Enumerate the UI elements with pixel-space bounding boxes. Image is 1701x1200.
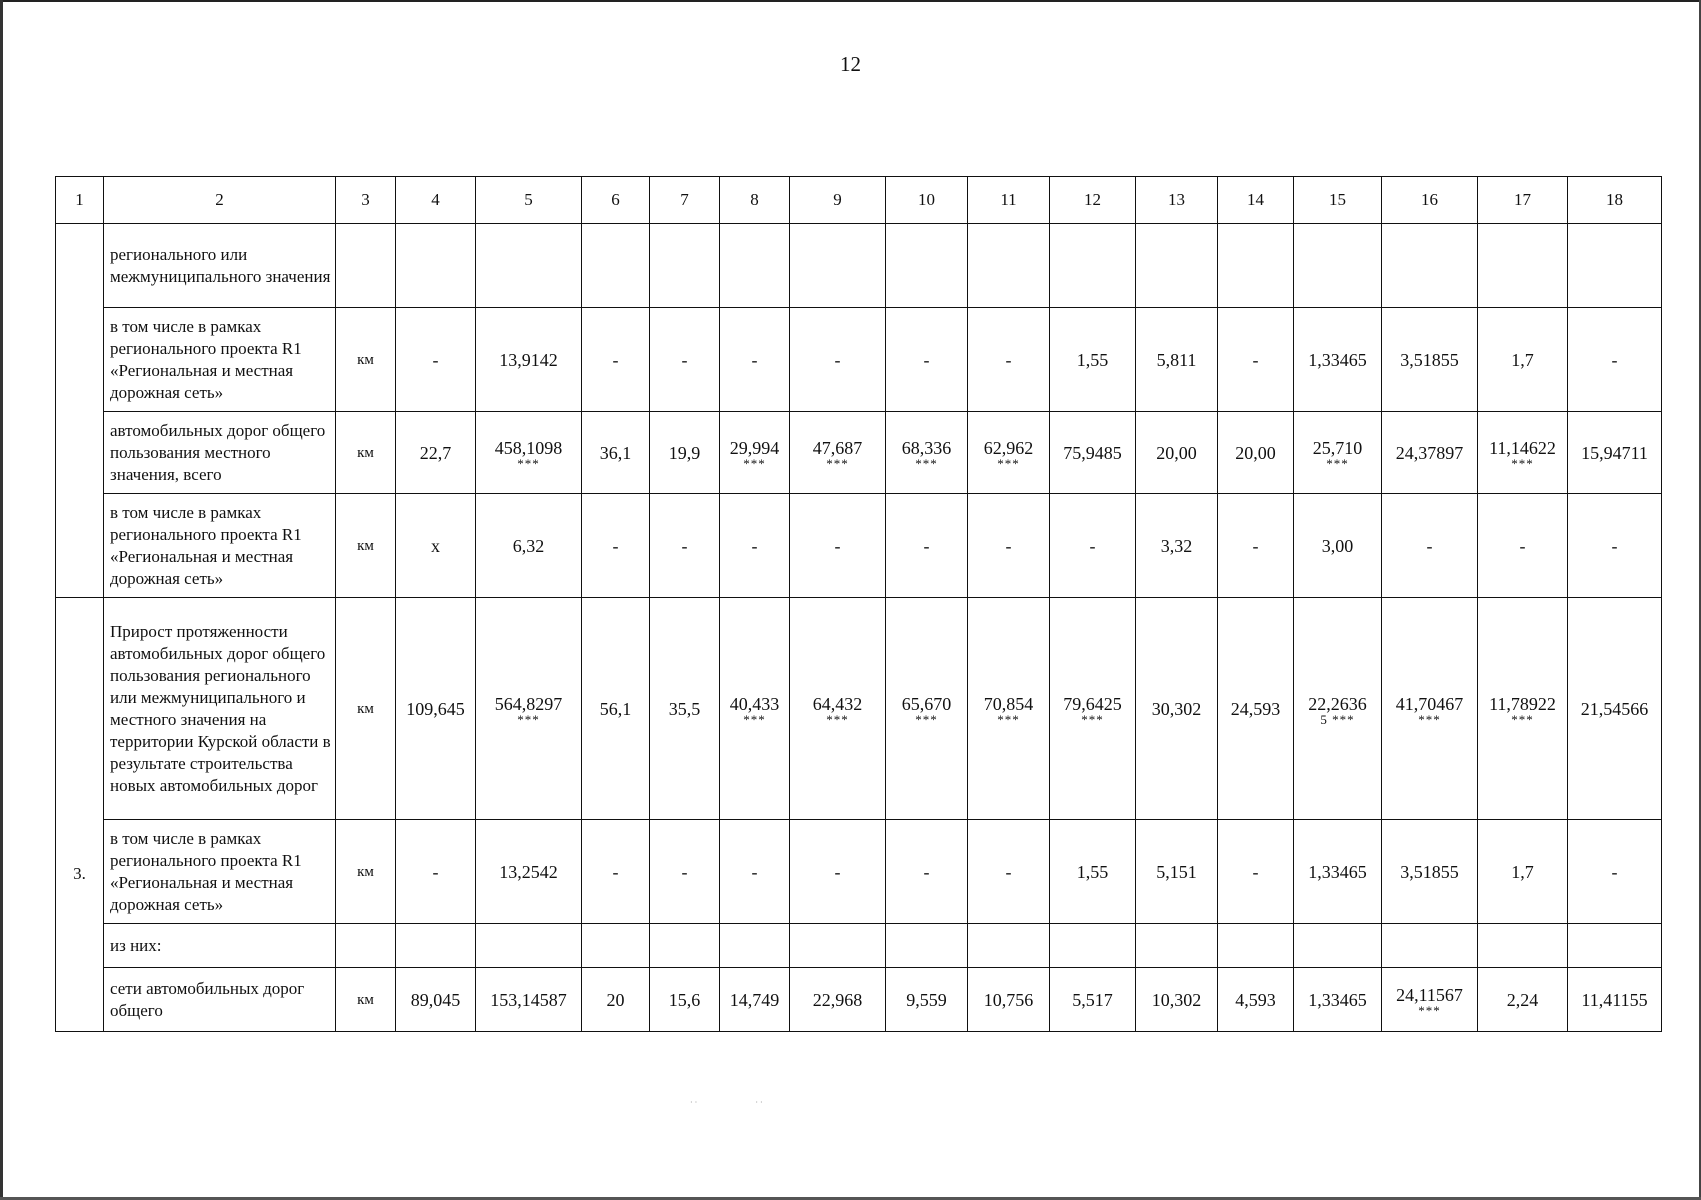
value-cell: 20,00	[1136, 412, 1218, 494]
header-cell: 14	[1218, 177, 1294, 224]
value-cell: -	[650, 820, 720, 924]
value-cell	[886, 224, 968, 308]
value-cell: 21,54566	[1568, 598, 1662, 820]
footnote-mark: ***	[915, 455, 938, 471]
row-description: Прирост протяженности автомобильных дорог общего пользования регионального или межмуниципального и местного значения на территории Курской области в результате строительства новых автомобильных дорог	[104, 598, 336, 820]
value-cell	[790, 224, 886, 308]
value-cell: -	[968, 308, 1050, 412]
footnote-mark: ***	[743, 711, 766, 727]
table-row	[56, 598, 1662, 820]
table-row	[56, 308, 1662, 412]
value-cell: 2,24	[1478, 968, 1568, 1032]
value-cell	[1382, 924, 1478, 968]
footnote-mark: ***	[1326, 455, 1349, 471]
footnote-mark: ***	[1511, 711, 1534, 727]
footnote-mark: ***	[997, 711, 1020, 727]
value-text: 29,994	[729, 437, 780, 458]
value-cell: 4,593	[1218, 968, 1294, 1032]
value-cell	[1294, 412, 1382, 494]
value-cell: 1,55	[1050, 820, 1136, 924]
unit-cell: км	[336, 598, 396, 820]
value-cell	[1478, 598, 1568, 820]
table-row	[56, 924, 1662, 968]
data-table	[55, 176, 1662, 1032]
value-cell	[1218, 924, 1294, 968]
value-text: 68,336	[901, 437, 952, 458]
footnote-mark: ***	[743, 455, 766, 471]
value-cell: -	[1218, 308, 1294, 412]
value-text: 40,433	[729, 693, 780, 714]
row-description: в том числе в рамках регионального проекта R1 «Региональная и местная дорожная сеть»	[104, 494, 336, 598]
header-cell: 2	[104, 177, 336, 224]
value-text: 25,710	[1312, 437, 1363, 458]
value-cell: 3,00	[1294, 494, 1382, 598]
value-cell: 14,749	[720, 968, 790, 1032]
value-cell	[1050, 924, 1136, 968]
header-cell: 10	[886, 177, 968, 224]
value-cell: -	[886, 308, 968, 412]
table-row	[56, 820, 1662, 924]
footnote-mark: ***	[1418, 711, 1441, 727]
value-cell	[1136, 924, 1218, 968]
value-cell: 22,7	[396, 412, 476, 494]
value-cell: -	[1568, 494, 1662, 598]
scan-artifact: · · · ·	[690, 1098, 763, 1107]
table-row	[56, 494, 1662, 598]
unit-cell: км	[336, 494, 396, 598]
value-cell	[1568, 224, 1662, 308]
footnote-mark: ***	[915, 711, 938, 727]
item-number-cell: 3.	[56, 598, 104, 1032]
value-cell	[1382, 968, 1478, 1032]
unit-cell: км	[336, 412, 396, 494]
value-cell: 10,302	[1136, 968, 1218, 1032]
value-cell	[1218, 224, 1294, 308]
value-cell: х	[396, 494, 476, 598]
header-cell: 3	[336, 177, 396, 224]
table-row	[56, 224, 1662, 308]
value-cell: -	[790, 494, 886, 598]
value-cell	[720, 224, 790, 308]
footnote-mark: ***	[1081, 711, 1104, 727]
value-cell: 36,1	[582, 412, 650, 494]
value-cell: 20,00	[1218, 412, 1294, 494]
value-cell: 1,7	[1478, 308, 1568, 412]
value-cell: 89,045	[396, 968, 476, 1032]
value-cell: -	[720, 494, 790, 598]
footnote-mark: ***	[826, 711, 849, 727]
value-cell: 22,968	[790, 968, 886, 1032]
header-cell: 16	[1382, 177, 1478, 224]
unit-cell: км	[336, 820, 396, 924]
value-cell: -	[790, 308, 886, 412]
value-cell: 1,55	[1050, 308, 1136, 412]
item-number-cell	[56, 224, 104, 598]
value-cell	[1568, 924, 1662, 968]
value-cell	[650, 224, 720, 308]
footnote-mark: 5 ***	[1320, 711, 1355, 727]
value-text: 79,6425	[1063, 693, 1122, 714]
value-cell	[582, 924, 650, 968]
value-cell	[1294, 598, 1382, 820]
value-cell	[968, 412, 1050, 494]
value-cell	[968, 598, 1050, 820]
value-cell: -	[790, 820, 886, 924]
value-cell: 5,151	[1136, 820, 1218, 924]
value-cell: 19,9	[650, 412, 720, 494]
page-number: 12	[840, 52, 861, 76]
value-cell	[790, 412, 886, 494]
value-cell: 3,51855	[1382, 820, 1478, 924]
value-text: 64,432	[812, 693, 863, 714]
value-cell	[968, 224, 1050, 308]
scan-edge-left	[0, 0, 3, 1200]
value-cell: -	[720, 820, 790, 924]
row-description: автомобильных дорог общего пользования местного значения, всего	[104, 412, 336, 494]
value-cell	[886, 412, 968, 494]
value-cell: -	[720, 308, 790, 412]
value-text: 564,8297	[494, 693, 563, 714]
table-row	[56, 968, 1662, 1032]
value-cell: 24,37897	[1382, 412, 1478, 494]
header-cell: 9	[790, 177, 886, 224]
value-cell: 3,32	[1136, 494, 1218, 598]
value-cell: -	[650, 494, 720, 598]
value-cell: 13,2542	[476, 820, 582, 924]
value-cell	[476, 598, 582, 820]
value-cell	[1382, 224, 1478, 308]
value-cell: 11,41155	[1568, 968, 1662, 1032]
value-cell: -	[582, 308, 650, 412]
value-cell: 1,7	[1478, 820, 1568, 924]
unit-cell: км	[336, 308, 396, 412]
value-text: 47,687	[812, 437, 863, 458]
header-cell: 15	[1294, 177, 1382, 224]
value-cell	[396, 224, 476, 308]
scan-edge-top	[0, 0, 1701, 2]
value-cell	[1294, 224, 1382, 308]
value-cell: -	[1478, 494, 1568, 598]
row-description: в том числе в рамках регионального проекта R1 «Региональная и местная дорожная сеть»	[104, 308, 336, 412]
value-cell: -	[396, 308, 476, 412]
value-text: 70,854	[983, 693, 1034, 714]
header-row	[56, 177, 1662, 224]
value-cell	[1478, 224, 1568, 308]
value-cell	[968, 924, 1050, 968]
footnote-mark: ***	[826, 455, 849, 471]
footnote-mark: ***	[1418, 1002, 1441, 1018]
value-cell: 30,302	[1136, 598, 1218, 820]
footnote-mark: ***	[517, 711, 540, 727]
value-cell	[720, 598, 790, 820]
unit-cell	[336, 224, 396, 308]
header-cell: 7	[650, 177, 720, 224]
row-description: из них:	[104, 924, 336, 968]
value-cell	[886, 598, 968, 820]
value-cell: -	[968, 820, 1050, 924]
header-cell: 4	[396, 177, 476, 224]
value-cell	[1050, 224, 1136, 308]
value-text: 458,1098	[494, 437, 563, 458]
header-cell: 17	[1478, 177, 1568, 224]
value-cell	[790, 924, 886, 968]
footnote-mark: ***	[1511, 455, 1534, 471]
value-cell: -	[582, 820, 650, 924]
value-cell: 1,33465	[1294, 820, 1382, 924]
value-cell: 153,14587	[476, 968, 582, 1032]
value-text: 41,70467	[1395, 693, 1464, 714]
value-cell: 109,645	[396, 598, 476, 820]
value-cell: 75,9485	[1050, 412, 1136, 494]
value-cell: 10,756	[968, 968, 1050, 1032]
value-cell	[582, 224, 650, 308]
value-cell: -	[886, 494, 968, 598]
value-cell: 15,94711	[1568, 412, 1662, 494]
value-cell: -	[396, 820, 476, 924]
value-text: 22,2636	[1308, 693, 1367, 714]
value-cell: -	[582, 494, 650, 598]
value-cell: -	[1568, 820, 1662, 924]
value-cell: 15,6	[650, 968, 720, 1032]
value-cell	[396, 924, 476, 968]
value-cell	[1382, 598, 1478, 820]
header-cell: 18	[1568, 177, 1662, 224]
value-cell	[886, 924, 968, 968]
value-cell: 1,33465	[1294, 308, 1382, 412]
unit-cell: км	[336, 968, 396, 1032]
table-body	[56, 177, 1662, 1032]
value-cell: 20	[582, 968, 650, 1032]
value-cell	[1050, 598, 1136, 820]
value-cell: 6,32	[476, 494, 582, 598]
value-cell: -	[968, 494, 1050, 598]
header-cell: 11	[968, 177, 1050, 224]
value-cell: 5,811	[1136, 308, 1218, 412]
value-cell: 1,33465	[1294, 968, 1382, 1032]
value-cell: 13,9142	[476, 308, 582, 412]
row-description: сети автомобильных дорог общего	[104, 968, 336, 1032]
value-cell	[1294, 924, 1382, 968]
value-cell	[720, 412, 790, 494]
value-text: 11,14622	[1489, 437, 1556, 458]
header-cell: 12	[1050, 177, 1136, 224]
table-row	[56, 412, 1662, 494]
value-cell	[650, 924, 720, 968]
value-cell: -	[1050, 494, 1136, 598]
value-cell: -	[1568, 308, 1662, 412]
value-cell: -	[1218, 820, 1294, 924]
header-cell: 1	[56, 177, 104, 224]
footnote-mark: ***	[997, 455, 1020, 471]
value-cell	[1478, 412, 1568, 494]
header-cell: 5	[476, 177, 582, 224]
row-description: регионального или межмуниципального значения	[104, 224, 336, 308]
value-cell	[720, 924, 790, 968]
value-cell: -	[1218, 494, 1294, 598]
value-cell: 9,559	[886, 968, 968, 1032]
value-cell	[1136, 224, 1218, 308]
unit-cell	[336, 924, 396, 968]
header-cell: 6	[582, 177, 650, 224]
footnote-mark: ***	[517, 455, 540, 471]
value-cell: 35,5	[650, 598, 720, 820]
value-cell: 24,593	[1218, 598, 1294, 820]
value-cell	[1478, 924, 1568, 968]
value-cell: 5,517	[1050, 968, 1136, 1032]
value-cell: -	[650, 308, 720, 412]
value-cell	[476, 224, 582, 308]
value-text: 24,11567	[1396, 984, 1463, 1005]
value-text: 62,962	[983, 437, 1034, 458]
value-cell: -	[886, 820, 968, 924]
header-cell: 8	[720, 177, 790, 224]
value-text: 65,670	[901, 693, 952, 714]
row-description: в том числе в рамках регионального проекта R1 «Региональная и местная дорожная сеть»	[104, 820, 336, 924]
value-cell	[476, 924, 582, 968]
value-cell: 56,1	[582, 598, 650, 820]
value-cell: -	[1382, 494, 1478, 598]
header-cell: 13	[1136, 177, 1218, 224]
value-text: 11,78922	[1489, 693, 1556, 714]
value-cell	[790, 598, 886, 820]
value-cell: 3,51855	[1382, 308, 1478, 412]
value-cell	[476, 412, 582, 494]
